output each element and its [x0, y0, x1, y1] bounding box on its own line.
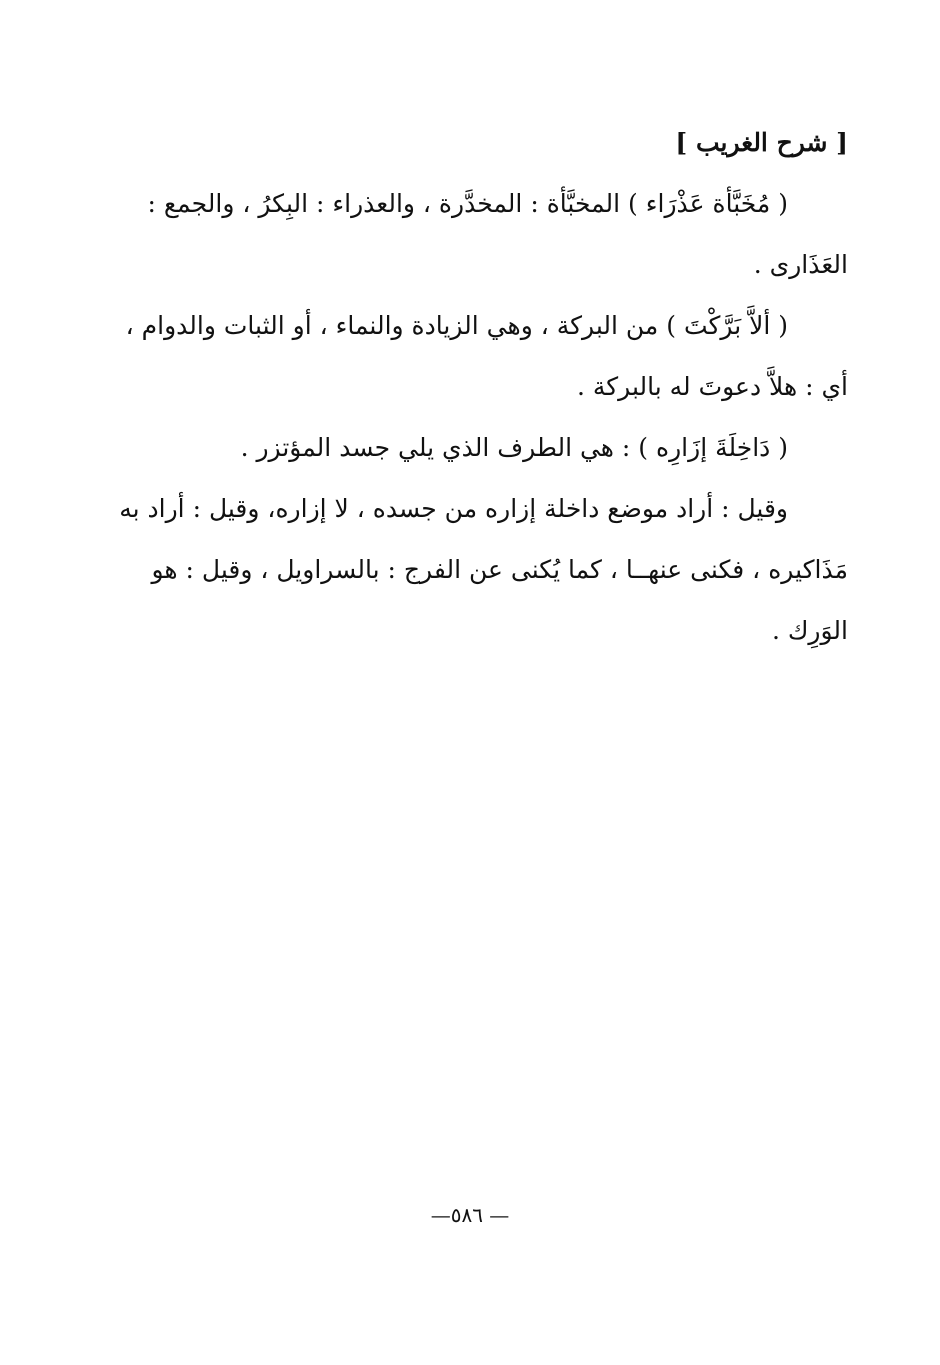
paragraph-4: وقيل : أراد موضع داخلة إزاره من جسده ، لا إزاره، وقيل : أراد به مَذَاكيره ، فكنى عنهــا ، كما يُكنى عن الفرج : بالسراويل ، وقيل : هو الوَرِك . [119, 494, 848, 645]
page-number: — ٥٨٦— [430, 1203, 510, 1227]
commentary-text [118, 112, 848, 661]
paragraph-2: ( ألاَّ بَرَّكْتَ ) من البركة ، وهي الزيادة والنماء ، أو الثبات والدوام ، أي : هلاَّ دعوتَ له بالبركة . [125, 311, 848, 401]
paragraph-3: ( دَاخِلَةَ إزَارِه ) : هي الطرف الذي يلي جسد المؤتزر . [240, 433, 788, 462]
paragraph-1: ( مُخَبَّأة عَذْرَاء ) المخبَّأة : المخدَّرة ، والعذراء : البِكرُ ، والجمع : العَذَارى . [147, 189, 848, 279]
section-heading: [ شرح الغريب ] [675, 128, 848, 157]
